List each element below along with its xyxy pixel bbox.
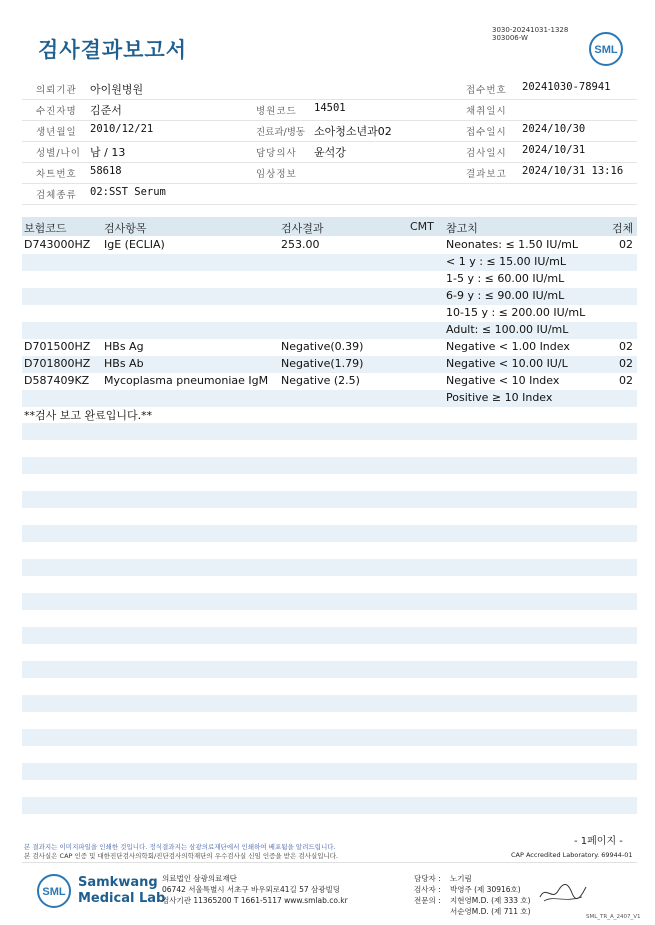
signature-image [538, 879, 588, 905]
empty-row [22, 593, 637, 610]
dept-value: 소아청소년과02 [314, 125, 392, 138]
test-date-value: 2024/10/31 [522, 144, 586, 156]
cell-item: IgE (ECLIA) [104, 238, 165, 251]
empty-row [22, 457, 637, 474]
sex-age-value: 남 / 13 [90, 146, 126, 159]
org-address: 06742 서울특별시 서초구 바우뫼로41길 57 삼광빌딩 [162, 885, 341, 894]
brand-name-line2: Medical Lab [78, 891, 166, 906]
hospital-value: 아이원병원 [90, 83, 144, 96]
page-number: - 1페이지 - [574, 836, 623, 847]
staff-value: 노기림 [450, 874, 472, 883]
cell-result: Negative(0.39) [281, 340, 364, 353]
specialist-value-1: 지현영M.D. (제 333 호) [450, 896, 531, 905]
info-row [22, 162, 637, 184]
col-reference: 참고치 [446, 222, 478, 235]
cell-specimen: 02 [619, 357, 633, 370]
info-row [22, 120, 637, 142]
cell-item: HBs Ag [104, 340, 144, 353]
table-row [22, 237, 637, 254]
document-id [492, 26, 568, 42]
empty-row [22, 661, 637, 678]
empty-row [22, 797, 637, 814]
table-row [22, 305, 637, 322]
table-row [22, 254, 637, 271]
table-row [22, 356, 637, 373]
sml-logo [588, 31, 624, 67]
staff-label: 담당자 : [414, 874, 441, 883]
chart-no-value: 58618 [90, 165, 122, 177]
chart-no-label: 차트번호 [36, 169, 77, 180]
receipt-no-label: 접수번호 [466, 85, 507, 96]
empty-row [22, 491, 637, 508]
results-table-header [22, 217, 637, 236]
accreditation-notice: 본 검사실은 CAP 인증 및 대한진단검사의학회/진단검사의학재단의 우수검사실 신임 인증을 받은 검사실입니다. [24, 852, 339, 860]
doctor-label: 담당의사 [256, 148, 297, 159]
cell-result: Negative(1.79) [281, 357, 364, 370]
col-code: 보험코드 [24, 222, 67, 235]
cell-code: D701800HZ [24, 357, 91, 370]
cell-reference: Adult: ≤ 100.00 IU/mL [446, 323, 569, 336]
cell-item: HBs Ab [104, 357, 144, 370]
col-result: 검사결과 [281, 222, 324, 235]
table-row [22, 390, 637, 407]
tester-label: 검사자 : [414, 885, 441, 894]
document-id-line1: 3030-20241031-1328 [492, 26, 569, 34]
birth-label: 생년월일 [36, 127, 77, 138]
name-value: 김준서 [90, 104, 122, 117]
specialist-value-2: 서순영M.D. (제 711 호) [450, 907, 531, 916]
info-row [22, 183, 637, 205]
info-row [22, 99, 637, 121]
brand-name-line1: Samkwang [78, 875, 158, 890]
cell-reference: Negative < 10.00 IU/L [446, 357, 568, 370]
birth-value: 2010/12/21 [90, 123, 154, 135]
cell-code: D587409KZ [24, 374, 90, 387]
print-notice: 본 결과지는 이미지파일을 인쇄한 것입니다. 정식결과지는 삼광의료재단에서 인쇄하여 배포됨을 알려드립니다. [24, 843, 336, 851]
footer-divider [22, 862, 637, 863]
org-name: 의료법인 삼광의료재단 [162, 874, 237, 883]
col-specimen: 검체 [612, 222, 634, 235]
org-contact: 검사기관 11365200 T 1661-5117 www.smlab.co.kr [162, 896, 348, 905]
empty-row [22, 695, 637, 712]
sex-age-label: 성별/나이 [36, 148, 81, 159]
name-label: 수진자명 [36, 106, 77, 117]
table-row [22, 271, 637, 288]
cell-result: 253.00 [281, 238, 320, 251]
specimen-label: 검체종류 [36, 190, 77, 201]
report-date-label: 결과보고 [466, 169, 507, 180]
cell-reference: Neonates: ≤ 1.50 IU/mL [446, 238, 578, 251]
col-cmt: CMT [410, 220, 434, 233]
empty-row [22, 729, 637, 746]
cell-specimen: 02 [619, 374, 633, 387]
sml-logo-text: SML [594, 44, 618, 56]
hospital-code-label: 병원코드 [256, 106, 297, 117]
col-item: 검사항목 [104, 222, 147, 235]
doctor-value: 윤석강 [314, 146, 346, 159]
collect-date-label: 채취일시 [466, 106, 507, 117]
table-row [22, 373, 637, 390]
cell-specimen: 02 [619, 340, 633, 353]
clinical-label: 임상정보 [256, 169, 297, 180]
cell-reference: < 1 y : ≤ 15.00 IU/mL [446, 255, 566, 268]
report-title: 검사결과보고서 [38, 38, 188, 62]
info-row [22, 78, 637, 100]
empty-row [22, 423, 637, 440]
dept-label: 진료과/병동 [256, 127, 306, 138]
table-row [22, 322, 637, 339]
cell-reference: 10-15 y : ≤ 200.00 IU/mL [446, 306, 586, 319]
empty-row [22, 559, 637, 576]
test-date-label: 검사일시 [466, 148, 507, 159]
document-id-line2: 303006-W [492, 34, 528, 42]
samkwang-logo-text: SML [42, 886, 66, 898]
info-row [22, 141, 637, 163]
empty-row [22, 525, 637, 542]
table-row [22, 288, 637, 305]
cell-reference: Positive ≥ 10 Index [446, 391, 553, 404]
cell-code: D743000HZ [24, 238, 91, 251]
form-code: SML_TR_A_2407_V1 [586, 914, 641, 920]
hospital-label: 의뢰기관 [36, 85, 77, 96]
cell-reference: Negative < 1.00 Index [446, 340, 570, 353]
table-row [22, 339, 637, 356]
cap-accreditation: CAP Accredited Laboratory. 69944-01 [511, 851, 633, 859]
completion-message: **검사 보고 완료입니다.** [24, 409, 153, 422]
specimen-value: 02:SST Serum [90, 186, 166, 198]
receipt-date-label: 접수일시 [466, 127, 507, 138]
empty-row [22, 627, 637, 644]
tester-value: 박영주 (제 30916호) [450, 885, 521, 894]
cell-result: Negative (2.5) [281, 374, 360, 387]
cell-reference: Negative < 10 Index [446, 374, 560, 387]
receipt-date-value: 2024/10/30 [522, 123, 586, 135]
receipt-no-value: 20241030-78941 [522, 81, 611, 93]
cell-reference: 6-9 y : ≤ 90.00 IU/mL [446, 289, 565, 302]
cell-reference: 1-5 y : ≤ 60.00 IU/mL [446, 272, 565, 285]
report-date-value: 2024/10/31 13:16 [522, 165, 624, 177]
cell-specimen: 02 [619, 238, 633, 251]
empty-row [22, 763, 637, 780]
hospital-code-value: 14501 [314, 102, 346, 114]
samkwang-logo [36, 873, 72, 909]
cell-item: Mycoplasma pneumoniae IgM [104, 374, 269, 387]
cell-code: D701500HZ [24, 340, 91, 353]
specialist-label: 전문의 : [414, 896, 441, 905]
